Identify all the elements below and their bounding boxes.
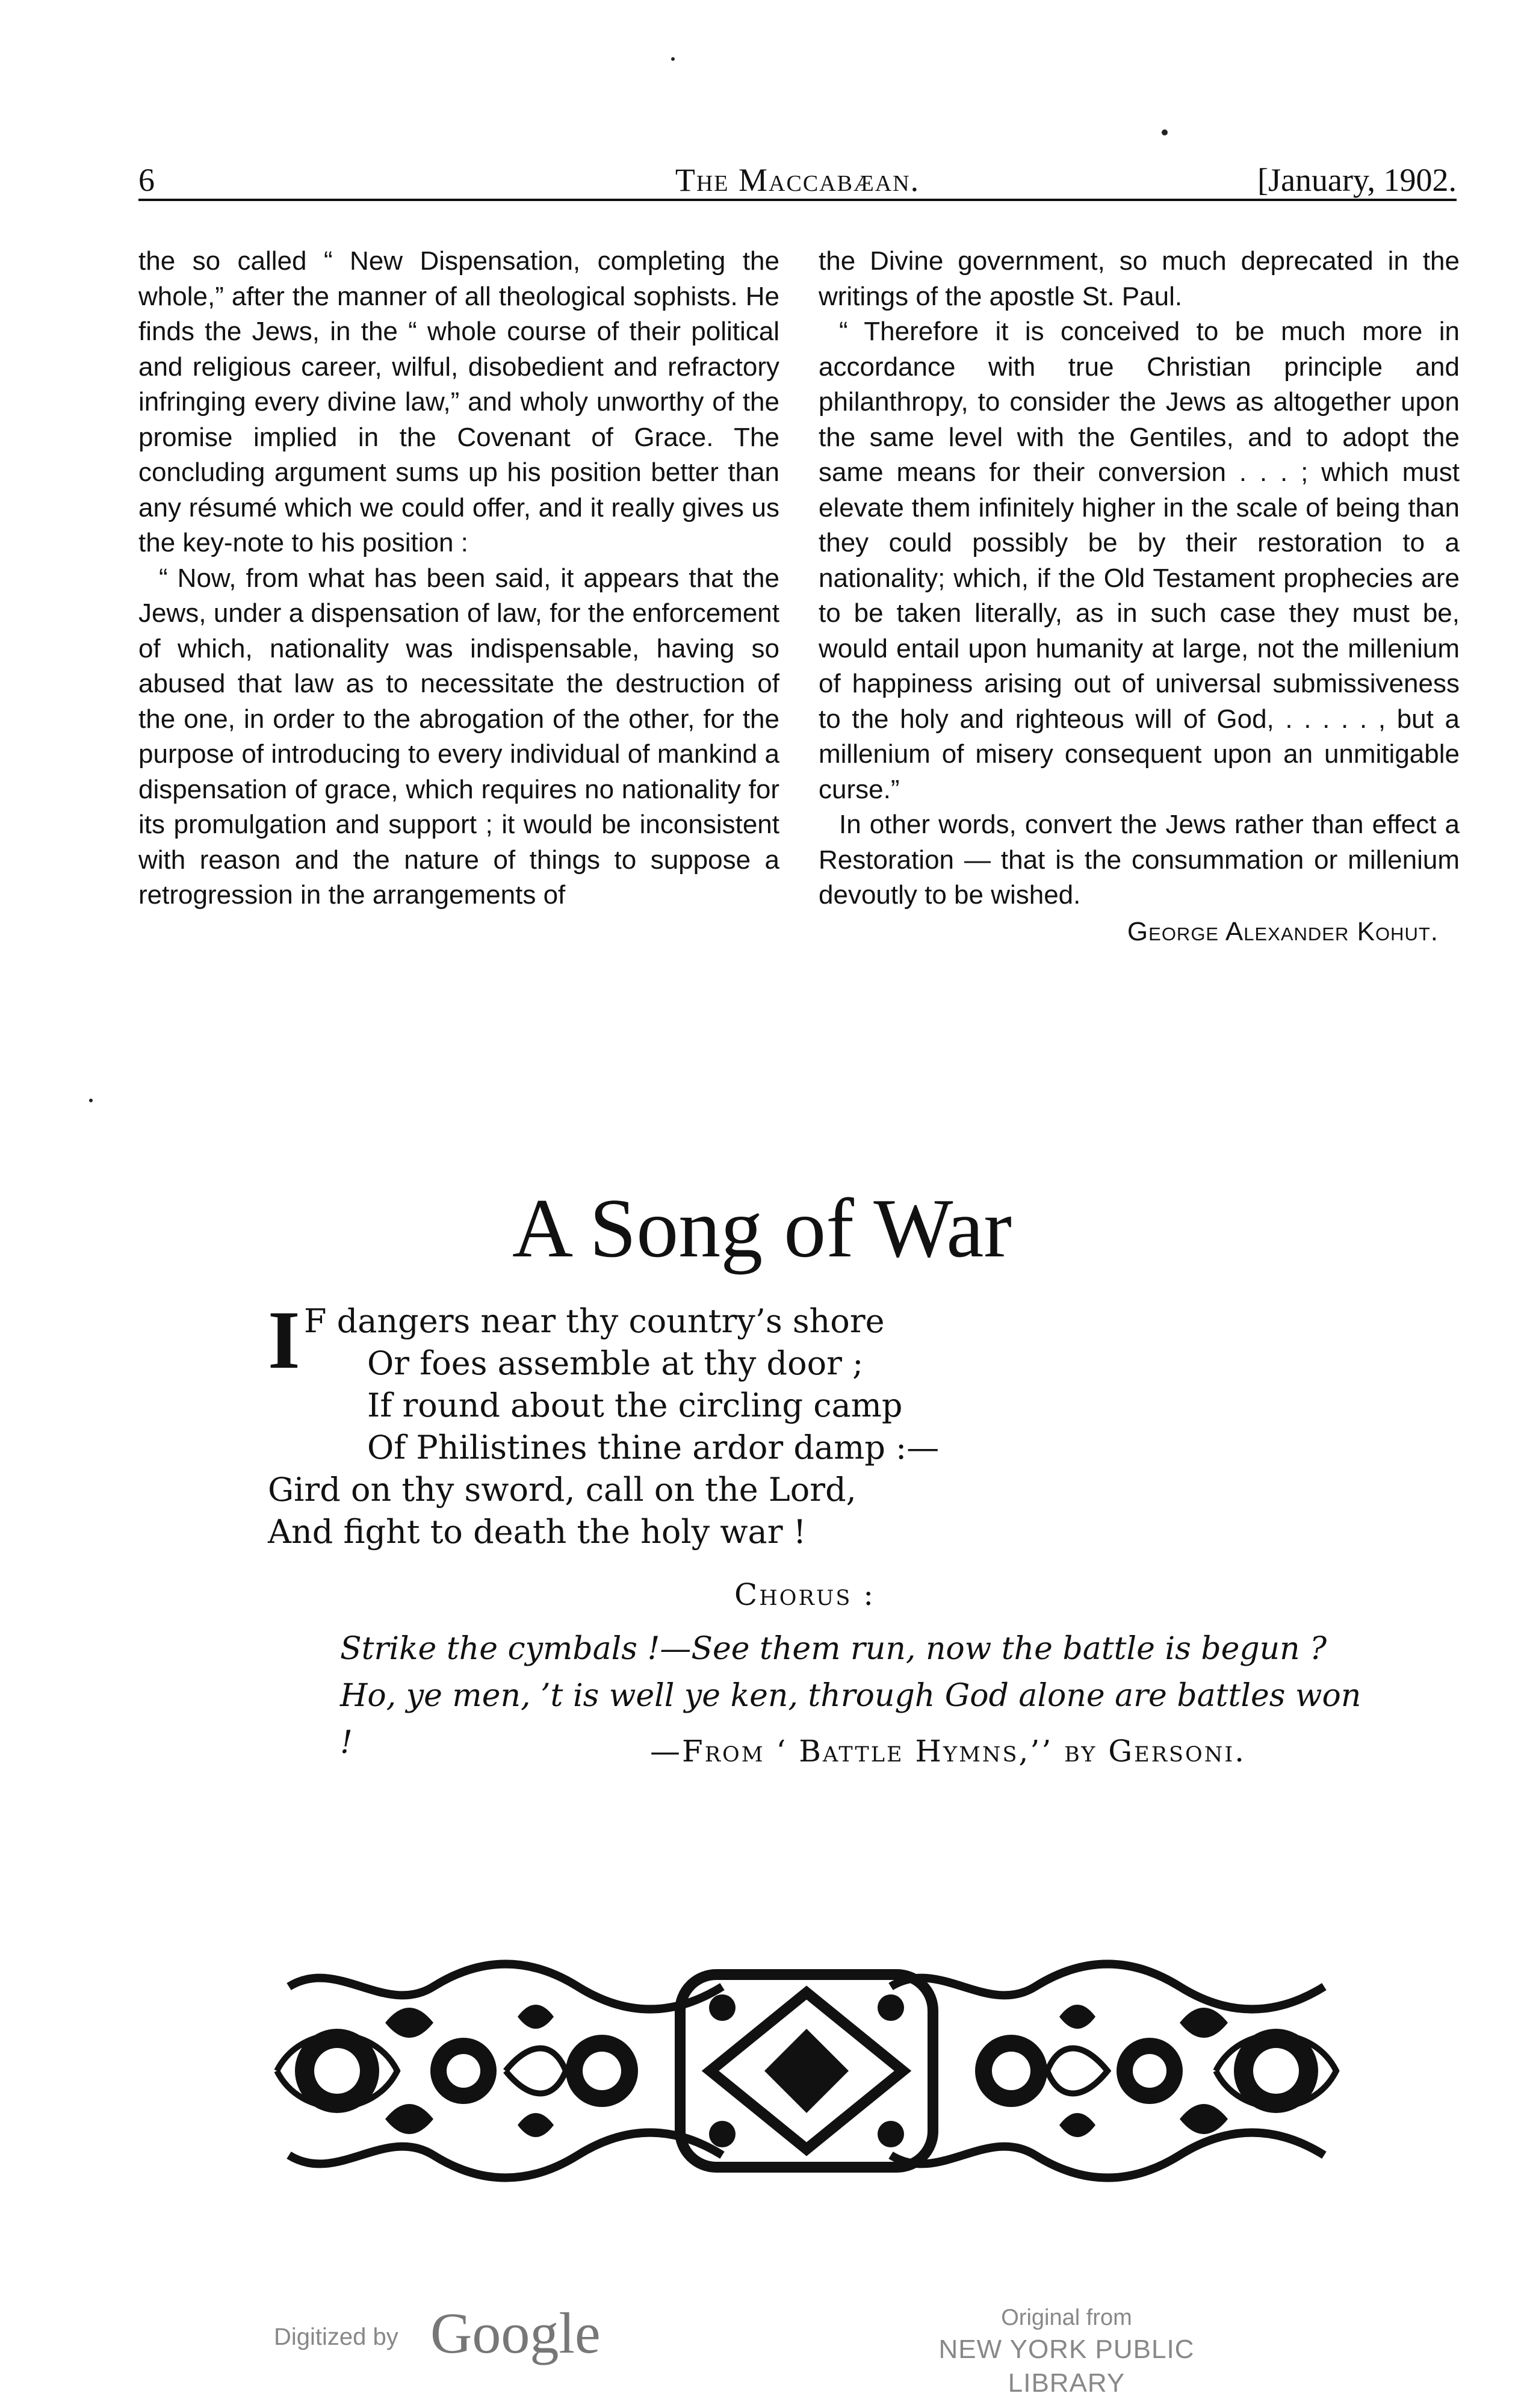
poem-title: A Song of War xyxy=(512,1182,1012,1275)
poem-line: F dangers near thy country’s shore xyxy=(304,1302,885,1340)
page-number: 6 xyxy=(138,162,155,198)
poem-line: Of Philistines thine ardor damp :— xyxy=(367,1429,940,1466)
google-logo: Google xyxy=(430,2301,601,2365)
scan-speck xyxy=(89,1099,93,1102)
poem-stanza xyxy=(268,1294,1291,1553)
right-column xyxy=(819,244,1460,949)
scan-speck xyxy=(671,57,675,61)
digitized-by-label: Digitized by xyxy=(274,2324,398,2350)
journal-title: The Maccabæan. xyxy=(675,162,920,198)
right-paragraph-1: the Divine government, so much deprecated in the writings of the apostle St. Paul. xyxy=(819,246,1460,311)
left-column xyxy=(138,244,779,913)
page-header xyxy=(138,161,1457,209)
source-attribution xyxy=(880,2303,1253,2400)
chorus-line: Ho, ye men, ’t is well ye ken, through God alone are battles won ! xyxy=(340,1678,1361,1761)
drop-cap: I xyxy=(268,1294,300,1386)
decorative-ornament xyxy=(265,1950,1348,2191)
chorus-line: Strike the cymbals !—See them run, now the battle is begun ? xyxy=(340,1631,1327,1667)
library-name: NEW YORK PUBLIC LIBRARY xyxy=(938,2335,1195,2398)
author-signature: George Alexander Kohut. xyxy=(1127,916,1439,946)
poem-line: If round about the circling camp xyxy=(367,1386,903,1424)
poem-attribution: —From ‘ Battle Hymns,’’ by Gersoni. xyxy=(650,1734,1247,1769)
issue-date: [January, 1902. xyxy=(1257,162,1457,198)
poem-line: And fight to death the holy war ! xyxy=(268,1513,807,1551)
poem-line: Or foes assemble at thy door ; xyxy=(367,1344,864,1382)
poem-line: Gird on thy sword, call on the Lord, xyxy=(268,1471,856,1509)
left-paragraph-2: “ Now, from what has been said, it appears that the Jews, under a dispensation of law, for the enforcement of which, nationality was indispensable, having so abused that law as to necessitate the destruction of the one, in order to the abrogation of the other, for the purpose of introducing to every individual of mankind a dispensation of grace, which requires no nationality for its promulgation and support ; it would be inconsistent with reason and the nature of things to suppose a retrogression in the arrangements of xyxy=(138,563,779,910)
right-paragraph-2: “ Therefore it is conceived to be much more in accordance with true Christian principle and philanthropy, to consider the Jews as altogether upon the same level with the Gentiles, and to adopt the same means for their conversion . . . ; which must elevate them infinitely higher in the scale of being than they could possibly be by their restoration to a nationality; which, if the Old Testament prophecies are to be taken literally, as in such case they must be, would entail upon humanity at large, not the millenium of happiness arising out of universal submissiveness to the holy and righteous will of God, . . . . . , but a millenium of misery consequent upon an unmitigable curse.” xyxy=(819,317,1460,804)
header-rule xyxy=(138,199,1457,201)
scan-speck xyxy=(1162,129,1168,135)
chorus-label: Chorus : xyxy=(734,1577,876,1612)
original-from-label: Original from xyxy=(1001,2305,1132,2330)
right-paragraph-3: In other words, convert the Jews rather than effect a Restoration — that is the consummation or millenium devoutly to be wished. xyxy=(819,810,1460,910)
left-paragraph-1: the so called “ New Dispensation, completing the whole,” after the manner of all theological sophists. He finds the Jews, in the “ whole course of their political and religious career, wilful, disobedient and refractory infringing every divine law,” and wholy unworthy of the promise implied in the Covenant of Grace. The concluding argument sums up his position better than any résumé which we could offer, and it really gives us the key-note to his position : xyxy=(138,246,779,557)
